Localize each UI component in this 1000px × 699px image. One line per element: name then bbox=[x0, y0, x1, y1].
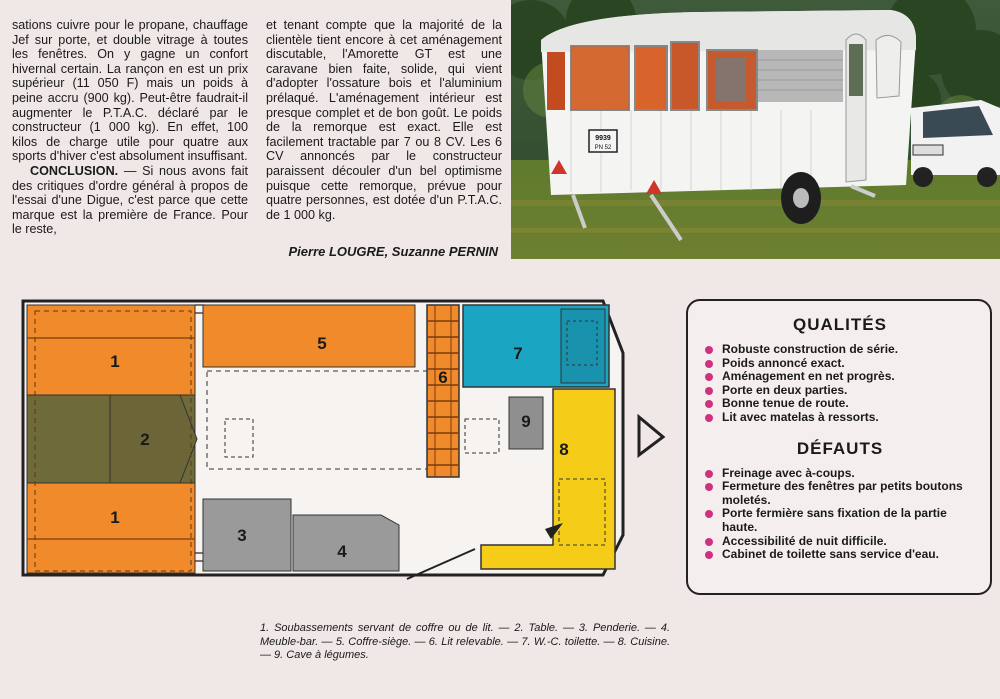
plan-label-1-bottom: 1 bbox=[110, 508, 120, 527]
qualite-item: Porte en deux parties. bbox=[702, 384, 978, 398]
plan-label-1-top: 1 bbox=[110, 352, 120, 371]
floor-plan-caption: 1. Soubassements servant de coffre ou de lit. — 2. Table. — 3. Penderie. — 4. Meuble-bar. — 5. Coffre-siège. — 6. Lit relevable. — 7. W.-C. toilette. — 8. Cuisine. — 9. Cave à légumes. bbox=[260, 622, 670, 661]
article-column-middle bbox=[266, 18, 502, 222]
article-paragraph: et tenant compte que la majorité de la clientèle tient encore à cet aménagement discutable, l'Amorette GT est une caravane bien faite, solide, qui vient d'adopter l'ossature bois et l'aluminium prélaqué. L'aménagement intérieur est presque complet et de bon goût. Le poids de la remorque est exact. Elle est facilement tractable par 7 ou 8 CV. Les 6 CV annoncés par le constructeur paraissent découler d'un bel optimisme puisque cette remorque, prévue pour quatre personnes, est dotée d'un P.T.A.C. de 1 000 kg. bbox=[266, 18, 502, 222]
defaut-item: Porte fermière sans fixation de la partie haute. bbox=[702, 507, 978, 534]
defauts-list bbox=[702, 467, 978, 562]
conclusion-text: — Si nous avons fait des critiques d'ordre général à propos de l'essai d'une Digue, c'est parce que cette marque est la première de France. Pour le reste, bbox=[12, 163, 248, 237]
defauts-title: DÉFAUTS bbox=[796, 438, 884, 458]
plan-zone-3 bbox=[203, 499, 291, 571]
plan-zone-1-bottom bbox=[27, 483, 195, 573]
hitch-triangle bbox=[639, 417, 663, 455]
caravan-photo-illustration bbox=[511, 0, 1000, 259]
plate-top-text: 9939 bbox=[595, 135, 611, 142]
qualities-defects-box bbox=[686, 299, 992, 595]
caravan-floor-plan bbox=[15, 293, 670, 585]
plan-label-5: 5 bbox=[317, 334, 327, 353]
article-conclusion-paragraph bbox=[12, 164, 248, 237]
article-authors: Pierre LOUGRE, Suzanne PERNIN bbox=[288, 244, 498, 259]
qualite-item: Lit avec matelas à ressorts. bbox=[702, 411, 978, 425]
conclusion-label: CONCLUSION. bbox=[30, 163, 119, 178]
qualites-title: QUALITÉS bbox=[793, 315, 887, 334]
floor-plan-diagram bbox=[15, 293, 670, 585]
plan-zone-1-top bbox=[27, 305, 195, 395]
plan-label-6: 6 bbox=[438, 368, 448, 387]
defaut-item: Fermeture des fenêtres par petits boutons moletés. bbox=[702, 480, 978, 507]
plan-label-8: 8 bbox=[559, 440, 569, 459]
defaut-item: Cabinet de toilette sans service d'eau. bbox=[702, 548, 978, 562]
qualite-item: Robuste construction de série. bbox=[702, 343, 978, 357]
plan-label-9: 9 bbox=[521, 412, 531, 431]
article-paragraph: sations cuivre pour le propane, chauffage Jef sur porte, et double vitrage à toutes les fenêtres. On y gagne un confort hivernal certain. La rançon en est un prix supérieur (11 050 F) mais un poids à peine accru (900 kg). Peut-être faudrait-il augmenter le P.T.A.C. déclaré par le constructeur (1 000 kg). En effet, 100 kilos de charge utile pour quatre aux sports d'hiver c'est absolument insuffisant. bbox=[12, 18, 248, 164]
plan-label-3: 3 bbox=[237, 526, 247, 545]
qualites-list bbox=[702, 343, 978, 425]
defaut-item: Freinage avec à-coups. bbox=[702, 467, 978, 481]
qualite-item: Aménagement en net progrès. bbox=[702, 370, 978, 384]
plan-label-4: 4 bbox=[337, 542, 347, 561]
plan-label-2: 2 bbox=[140, 430, 150, 449]
plan-zone-6 bbox=[427, 305, 459, 477]
caravan-photo bbox=[511, 0, 1000, 259]
car-illustration bbox=[911, 100, 1000, 187]
plan-label-7: 7 bbox=[513, 344, 523, 363]
plate-bottom-text: PN 52 bbox=[594, 145, 612, 151]
article-column-left bbox=[12, 18, 248, 237]
plan-zone-5 bbox=[203, 305, 415, 367]
qualite-item: Poids annoncé exact. bbox=[702, 357, 978, 371]
qualite-item: Bonne tenue de route. bbox=[702, 397, 978, 411]
defaut-item: Accessibilité de nuit difficile. bbox=[702, 535, 978, 549]
